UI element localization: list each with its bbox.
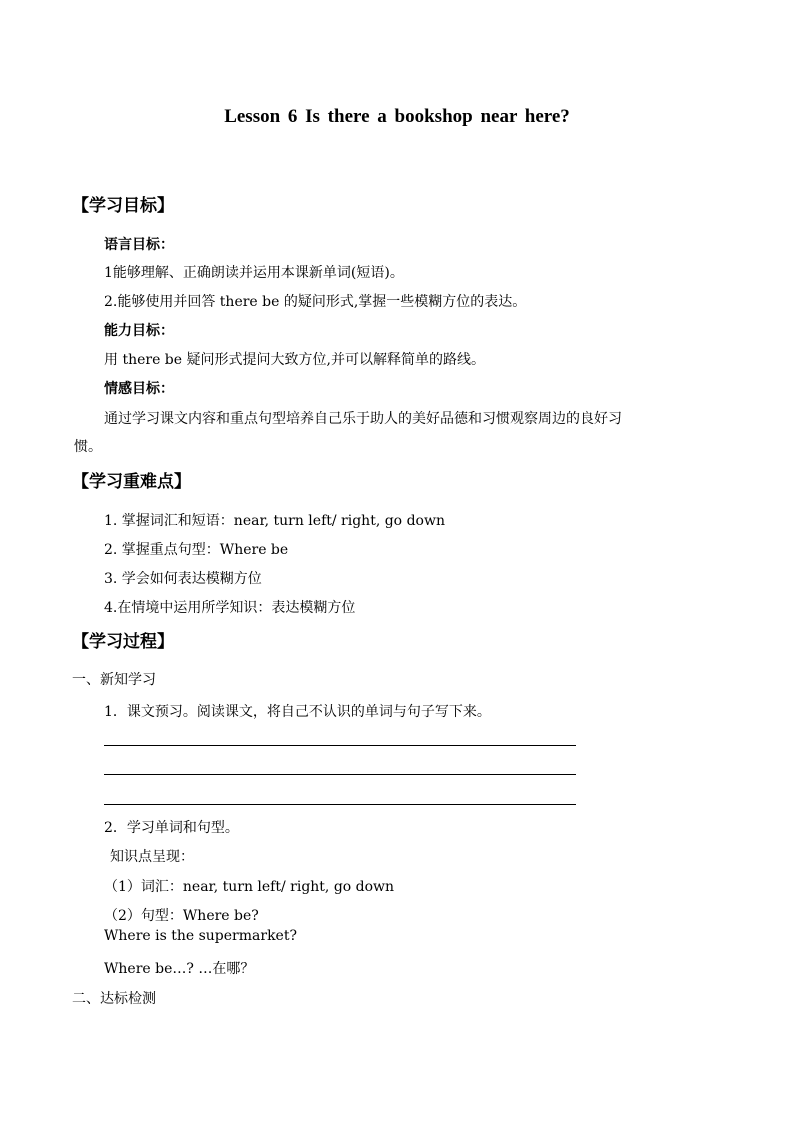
vocabulary-item: （1）词汇：near, turn left/ right, go down bbox=[104, 879, 395, 895]
language-objective-item: 1能够理解、正确朗读并运用本课新单词(短语)。 bbox=[104, 265, 404, 281]
key-point-item: 1. 掌握词汇和短语：near, turn left/ right, go down bbox=[104, 513, 445, 529]
language-objective-item: 2.能够使用并回答 there be 的疑问形式,掌握一些模糊方位的表达。 bbox=[104, 294, 527, 310]
ability-objectives-label: 能力目标： bbox=[104, 323, 174, 339]
preview-step: 1．课文预习。阅读课文，将自己不认识的单词与句子写下来。 bbox=[104, 704, 491, 720]
answer-line bbox=[104, 804, 576, 805]
key-point-item: 4.在情境中运用所学知识：表达模糊方位 bbox=[104, 600, 356, 616]
part-one-title: 一、新知学习 bbox=[72, 672, 156, 688]
key-points-heading: 【学习重难点】 bbox=[72, 472, 191, 492]
lesson-title: Lesson 6 Is there a bookshop near here? bbox=[224, 106, 570, 127]
answer-line bbox=[104, 745, 576, 746]
part-two-title: 二、达标检测 bbox=[72, 991, 156, 1007]
example-sentence: Where is the supermarket? bbox=[104, 928, 297, 944]
emotion-objectives-label: 情感目标： bbox=[104, 381, 174, 397]
answer-line bbox=[104, 774, 576, 775]
key-point-item: 2. 掌握重点句型：Where be bbox=[104, 542, 289, 558]
emotion-objective-text: 通过学习课文内容和重点句型培养自己乐于助人的美好品德和习惯观察周边的良好习 bbox=[104, 411, 622, 427]
key-point-item: 3. 学会如何表达模糊方位 bbox=[104, 571, 262, 587]
ability-objective-item: 用 there be 疑问形式提问大致方位,并可以解释简单的路线。 bbox=[104, 352, 485, 368]
study-step: 2．学习单词和句型。 bbox=[104, 820, 239, 836]
emotion-objective-text-continued: 惯。 bbox=[74, 439, 102, 455]
objectives-heading: 【学习目标】 bbox=[72, 196, 174, 216]
knowledge-label: 知识点呈现： bbox=[110, 849, 194, 865]
sentence-pattern-item: （2）句型：Where be? bbox=[104, 908, 259, 924]
example-sentence: Where be…? …在哪？ bbox=[104, 961, 255, 977]
language-objectives-label: 语言目标： bbox=[104, 237, 174, 253]
process-heading: 【学习过程】 bbox=[72, 632, 174, 652]
